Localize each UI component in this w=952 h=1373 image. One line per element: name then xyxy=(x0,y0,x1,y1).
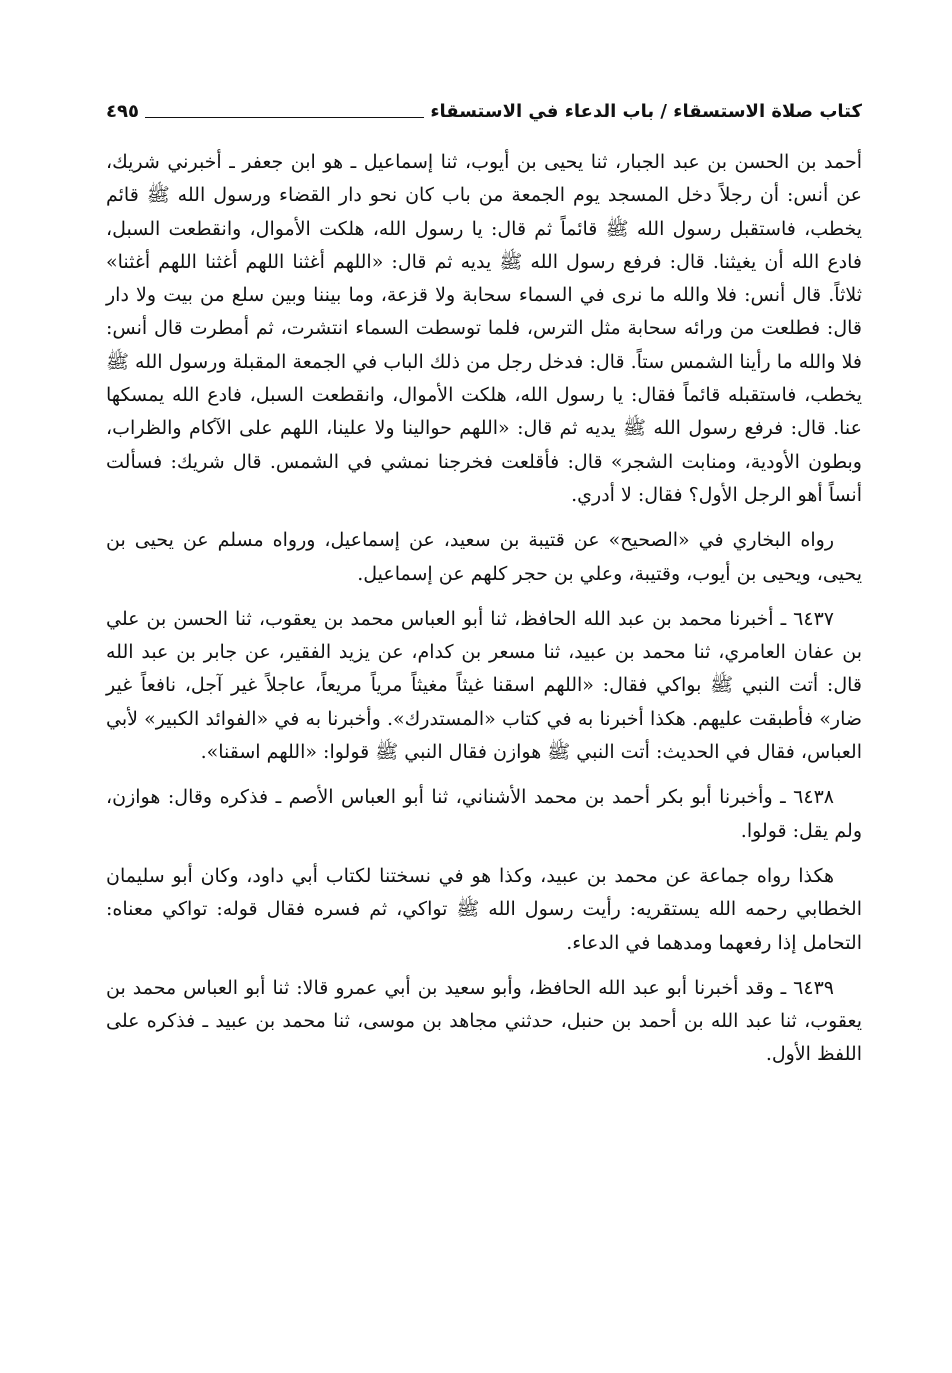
paragraph-hadith-6437: ٦٤٣٧ ـ أخبرنا محمد بن عبد الله الحافظ، ثنا أبو العباس محمد بن يعقوب، ثنا الحسن بن علي بن عفان العامري، ثنا محمد بن عبيد، ثنا مسعر بن كدام، عن يزيد الفقير، عن جابر بن عبد الله قال: أتت النبي ﷺ بواكي فقال: «اللهم اسقنا غيثاً مغيثاً مرياً مريعاً، عاجلاً غير آجل، نافعاً غير ضار» فأطبقت عليهم. هكذا أخبرنا به في كتاب «المستدرك». وأخبرنا به في «الفوائد الكبير» لأبي العباس، فقال في الحديث: أتت النبي ﷺ هوازن فقال النبي ﷺ قولوا: «اللهم اسقنا». xyxy=(106,607,862,764)
paragraph-hadith-6439: ٦٤٣٩ ـ وقد أخبرنا أبو عبد الله الحافظ، وأبو سعيد بن أبي عمرو قالا: ثنا أبو العباس محمد بن يعقوب، ثنا عبد الله بن أحمد بن حنبل، حدثني مجاهد بن موسى، ثنا محمد بن عبيد ـ فذكره على اللفظ الأول. xyxy=(106,976,862,1066)
paragraph-takhrij: رواه البخاري في «الصحيح» عن قتيبة بن سعيد، عن إسماعيل، ورواه مسلم عن يحيى بن يحيى، ويحيى بن أيوب، وقتيبة، وعلي بن حجر كلهم عن إسماعيل. xyxy=(106,529,862,585)
header-rule xyxy=(145,117,424,118)
running-title: كتاب صلاة الاستسقاء / باب الدعاء في الاستسقاء xyxy=(430,100,862,122)
body-text xyxy=(106,146,862,1072)
page-number: ٤٩٥ xyxy=(106,100,139,122)
paragraph-hadith-continuation: أحمد بن الحسن بن عبد الجبار، ثنا يحيى بن أيوب، ثنا إسماعيل ـ هو ابن جعفر ـ أخبرني شريك، عن أنس: أن رجلاً دخل المسجد يوم الجمعة من باب كان نحو دار القضاء ورسول الله ﷺ قائم يخطب، فاستقبل رسول الله ﷺ قائماً ثم قال: يا رسول الله، هلكت الأموال، وانقطعت السبل، فادع الله أن يغيثنا. قال: فرفع رسول الله ﷺ يديه ثم قال: «اللهم أغثنا اللهم أغثنا اللهم أغثنا» ثلاثاً. قال أنس: فلا والله ما نرى في السماء سحابة ولا قزعة، وما بيننا وبين سلع من بيت ولا دار قال: فطلعت من ورائه سحابة مثل الترس، فلما توسطت السماء انتشرت، ثم أمطرت قال أنس: فلا والله ما رأينا الشمس ستاً. قال: فدخل رجل من ذلك الباب في الجمعة المقبلة ورسول الله ﷺ يخطب، فاستقبله قائماً فقال: يا رسول الله، هلكت الأموال، وانقطعت السبل، فادع الله يمسكها عنا. قال: فرفع رسول الله ﷺ يديه ثم قال: «اللهم حوالينا ولا علينا، اللهم على الآكام والظراب، وبطون الأودية، ومنابت الشجر» قال: فأقلعت فخرجنا نمشي في الشمس. قال شريك: فسألت أنساً أهو الرجل الأول؟ فقال: لا أدري. xyxy=(106,151,862,506)
paragraph-commentary: هكذا رواه جماعة عن محمد بن عبيد، وكذا هو في نسختنا لكتاب أبي داود، وكان أبو سليمان الخطابي رحمه الله يستقريه: رأيت رسول الله ﷺ تواكي، ثم فسره فقال قوله: تواكي معناه: التحامل إذا رفعهما ومدهما في الدعاء. xyxy=(106,864,862,954)
paragraph-hadith-6438: ٦٤٣٨ ـ وأخبرنا أبو بكر أحمد بن محمد الأشناني، ثنا أبو العباس الأصم ـ فذكره وقال: هوازن، ولم يقل: قولوا. xyxy=(106,786,862,842)
running-header xyxy=(106,96,862,126)
